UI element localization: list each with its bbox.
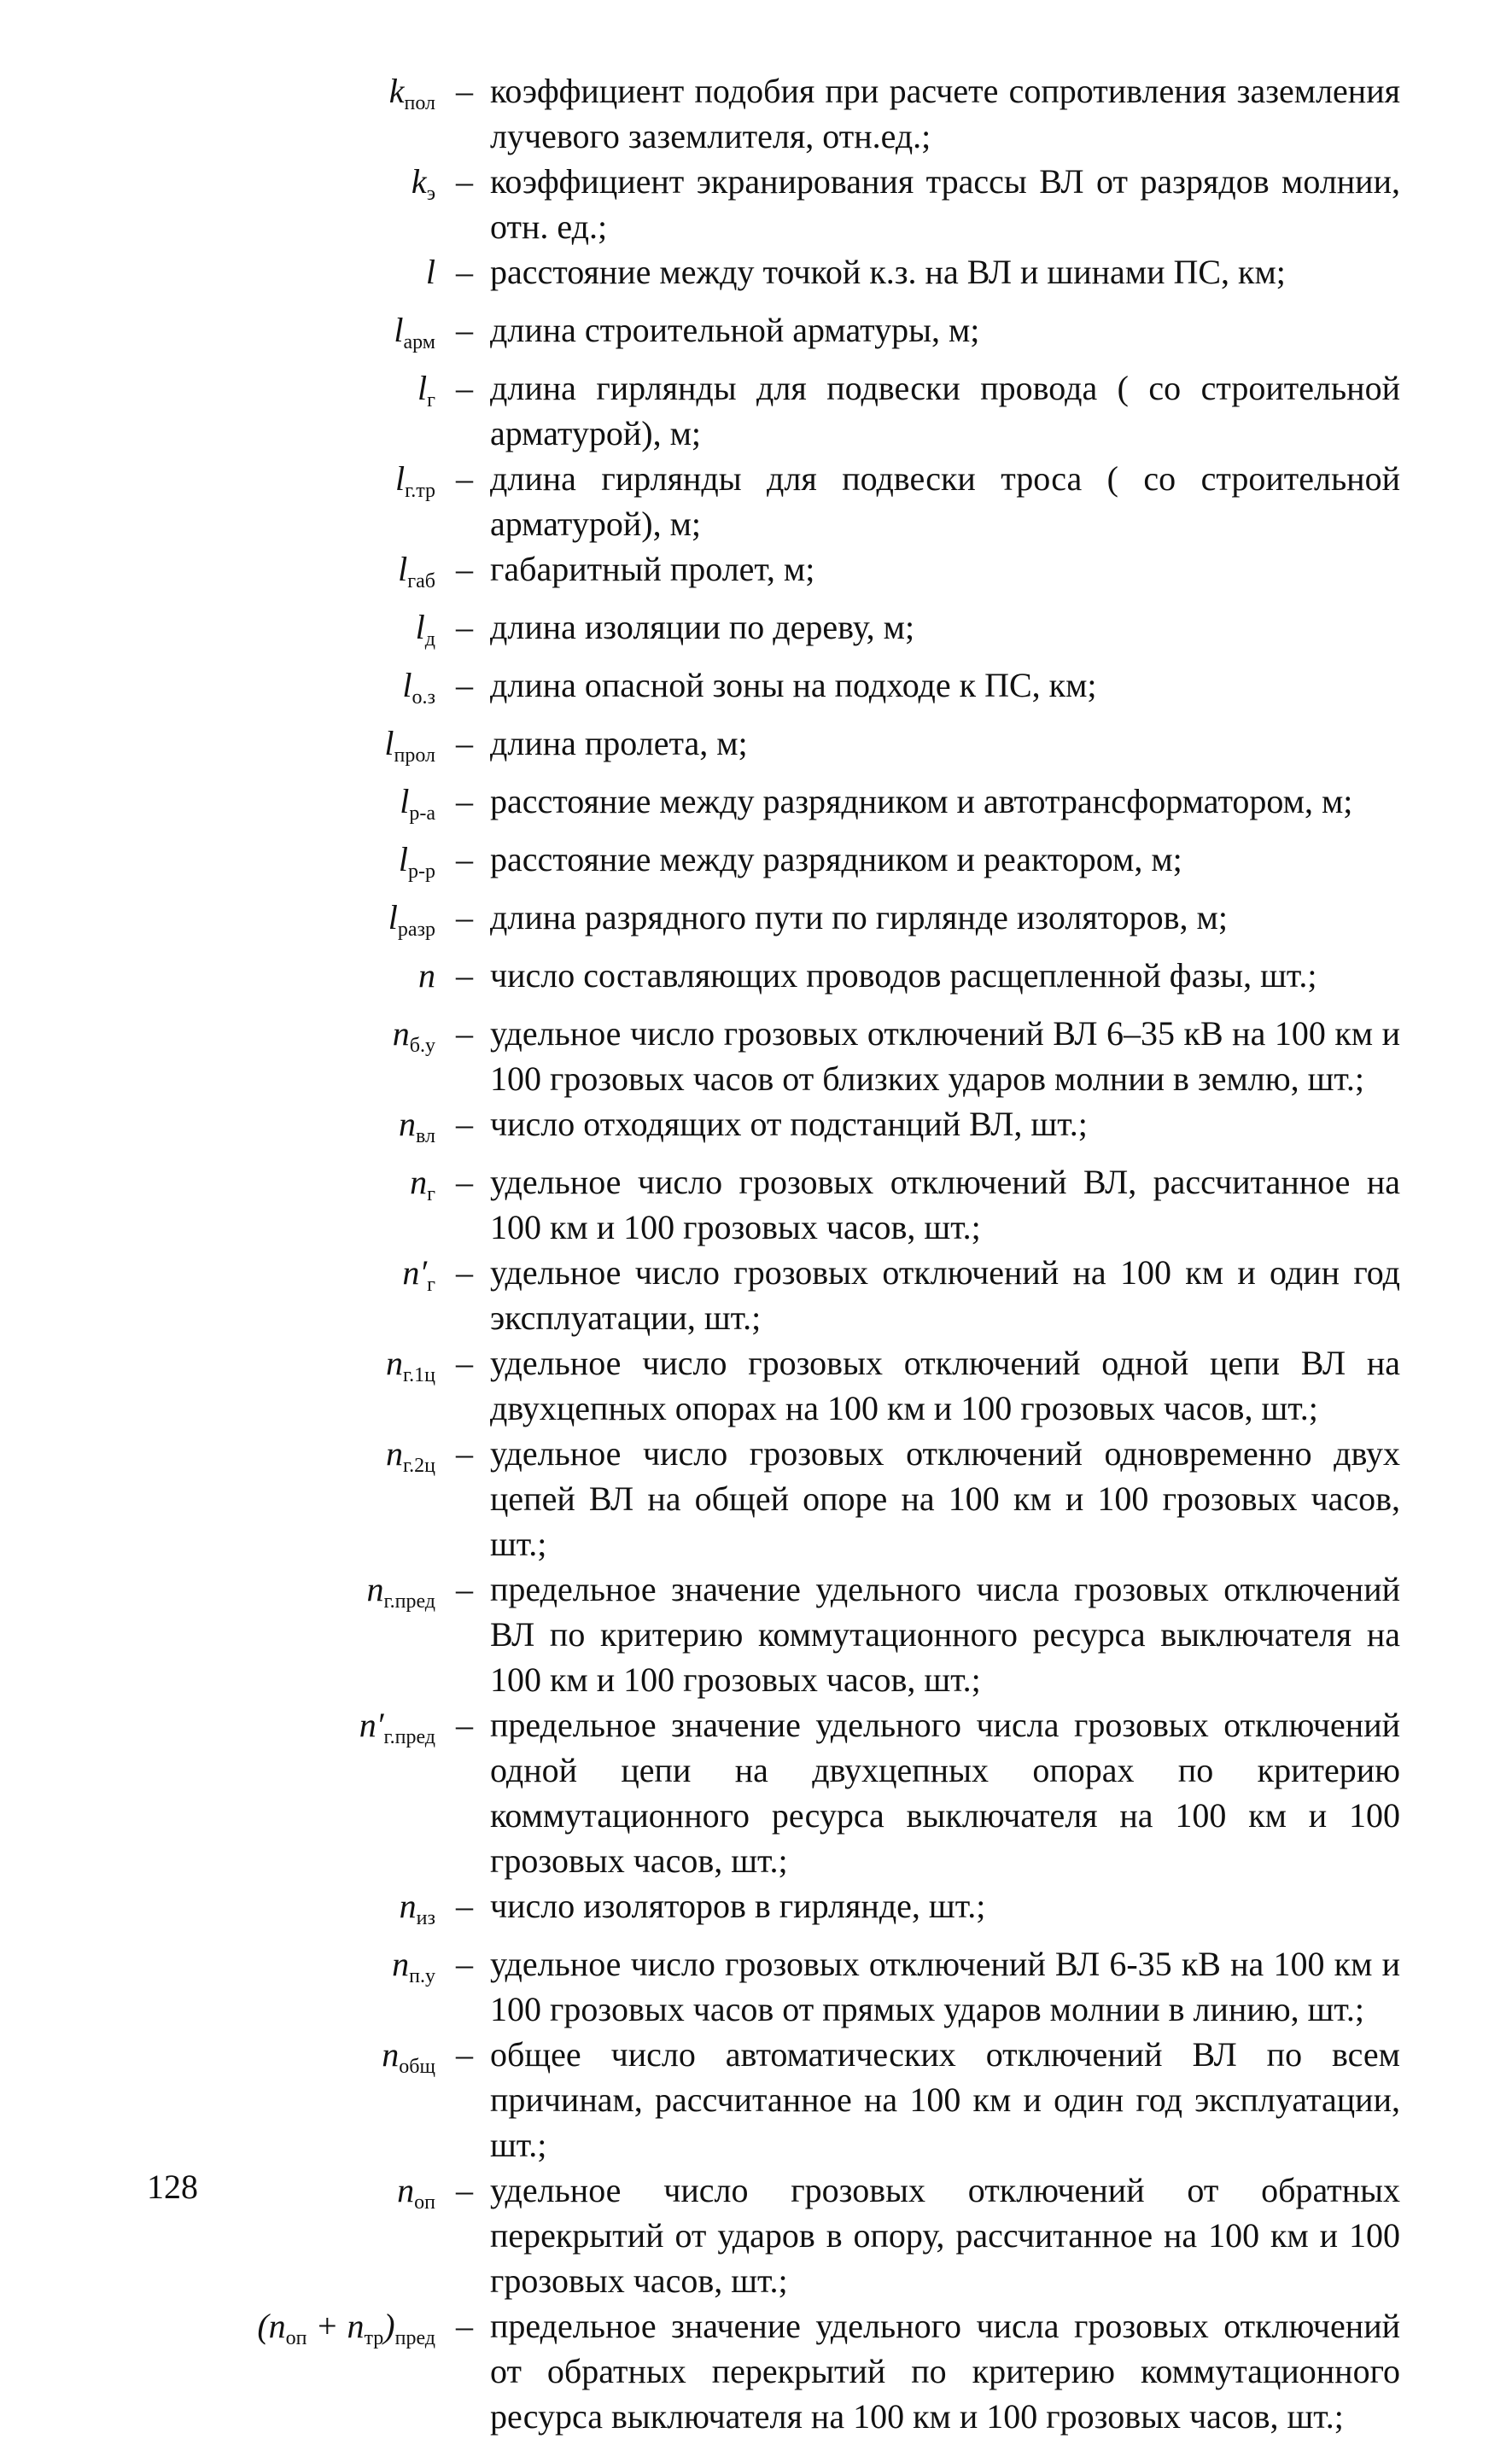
notation-entry: [171, 837, 1400, 895]
notation-dash: –: [456, 724, 473, 762]
notation-symbol: $n'_г$: [402, 1253, 435, 1296]
notation-dash: –: [456, 1105, 473, 1143]
notation-symbol: $l_{габ}$: [398, 550, 435, 592]
notation-dash: –: [456, 1253, 473, 1292]
notation-entry: [171, 546, 1400, 604]
notation-description: расстояние между разрядником и реактором, м;: [490, 840, 1182, 878]
notation-description: длина разрядного пути по гирлянде изоляторов, м;: [490, 898, 1228, 937]
notation-entry: [171, 1431, 1400, 1567]
notation-dash: –: [456, 253, 473, 291]
notation-entry: [171, 662, 1400, 721]
notation-dash: –: [456, 840, 473, 878]
notation-description: удельное число грозовых отключений ВЛ 6–35 кВ на 100 км и 100 грозовых часов от близких ударов молнии в землю, шт.;: [490, 1014, 1400, 1098]
notation-entry: [171, 604, 1400, 662]
notation-description: длина гирлянды для подвески провода ( со строительной арматурой), м;: [490, 369, 1400, 452]
notation-dash: –: [456, 1570, 473, 1608]
notation-entry: [171, 1567, 1400, 1702]
notation-symbol: $l_{р-а}$: [400, 782, 435, 825]
notation-dash: –: [456, 550, 473, 588]
notation-entry: [171, 159, 1400, 249]
notation-symbol: $l_{арм}$: [394, 311, 435, 353]
notation-entry: [171, 1702, 1400, 1883]
notation-description: расстояние между точкой к.з. на ВЛ и шинами ПС, км;: [490, 253, 1286, 291]
notation-dash: –: [456, 369, 473, 407]
notation-description: длина строительной арматуры, м;: [490, 311, 980, 349]
notation-symbol: l: [425, 253, 435, 291]
notation-dash: –: [456, 666, 473, 704]
notation-description: удельное число грозовых отключений одной цепи ВЛ на двухцепных опорах на 100 км и 100 грозовых часов, шт.;: [490, 1344, 1400, 1427]
notation-symbol: $(n_{оп} + n_{тр})_{пред}$: [257, 2307, 435, 2349]
notation-entry: [171, 2032, 1400, 2168]
notation-entry: [171, 1011, 1400, 1101]
notation-dash: –: [456, 1163, 473, 1201]
notation-entry: [171, 953, 1400, 1011]
notation-description: предельное значение удельного числа грозовых отключений ВЛ по критерию коммутационного ресурса выключателя на 100 км и 100 грозовых часов, шт.;: [490, 1570, 1400, 1699]
notation-description: удельное число грозовых отключений ВЛ 6-35 кВ на 100 км и 100 грозовых часов от прямых ударов молнии в линию, шт.;: [490, 1945, 1400, 2028]
notation-entry: [171, 68, 1400, 159]
notation-symbol: $n_{из}$: [399, 1887, 435, 1929]
notation-symbol: $l_{р-р}$: [398, 840, 435, 883]
notation-dash: –: [456, 162, 473, 201]
notation-dash: –: [456, 2171, 473, 2209]
notation-entry: [171, 456, 1400, 546]
notation-dash: –: [456, 1887, 473, 1925]
notation-description: габаритный пролет, м;: [490, 550, 815, 588]
notation-symbol: n: [418, 956, 435, 995]
notation-description: длина изоляции по дереву, м;: [490, 608, 915, 646]
notation-description: удельное число грозовых отключений ВЛ, рассчитанное на 100 км и 100 грозовых часов, шт.;: [490, 1163, 1400, 1246]
notation-dash: –: [456, 782, 473, 820]
notation-entry: [171, 1250, 1400, 1340]
notation-symbol: $l_{о.з}$: [402, 666, 435, 709]
notation-dash: –: [456, 1014, 473, 1053]
notation-symbol: $k_э$: [411, 162, 435, 205]
notation-dash: –: [456, 956, 473, 995]
notation-dash: –: [456, 1706, 473, 1744]
notation-entry: [171, 1101, 1400, 1159]
notation-entry: [171, 1159, 1400, 1250]
notation-description: удельное число грозовых отключений на 100 км и один год эксплуатации, шт.;: [490, 1253, 1400, 1337]
notation-entry: [171, 249, 1400, 307]
notation-symbol: $k_{пол}$: [388, 72, 435, 114]
notation-symbol: $l_{г.тр}$: [394, 459, 435, 502]
notation-symbol: $l_г$: [417, 369, 435, 411]
notation-symbol: $n_{вл}$: [399, 1105, 435, 1147]
notation-list: [171, 68, 1400, 2439]
notation-description: коэффициент экранирования трассы ВЛ от разрядов молнии, отн. ед.;: [490, 162, 1400, 246]
notation-description: длина гирлянды для подвески троса ( со строительной арматурой), м;: [490, 459, 1400, 543]
notation-entry: [171, 365, 1400, 456]
notation-entry: [171, 779, 1400, 837]
page-number: 128: [147, 2168, 198, 2206]
notation-description: удельное число грозовых отключений от обратных перекрытий от ударов в опору, рассчитанное на 100 км и 100 грозовых часов, шт.;: [490, 2171, 1400, 2300]
notation-symbol: $n_{п.у}$: [392, 1945, 435, 1987]
notation-symbol: $n_{г.2ц}$: [386, 1434, 435, 1477]
notation-entry: [171, 895, 1400, 953]
notation-symbol: $n_{г.пред}$: [366, 1570, 435, 1613]
notation-entry: [171, 2303, 1400, 2439]
notation-description: число отходящих от подстанций ВЛ, шт.;: [490, 1105, 1088, 1143]
notation-symbol: $n_{б.у}$: [392, 1014, 435, 1057]
notation-symbol: $n_г$: [410, 1163, 435, 1205]
notation-dash: –: [456, 608, 473, 646]
notation-entry: [171, 721, 1400, 779]
notation-entry: [171, 1883, 1400, 1941]
notation-description: число изоляторов в гирлянде, шт.;: [490, 1887, 986, 1925]
notation-description: предельное значение удельного числа грозовых отключений от обратных перекрытий по критерию коммутационного ресурса выключателя на 100 км и 100 грозовых часов, шт.;: [490, 2307, 1400, 2436]
notation-description: предельное значение удельного числа грозовых отключений одной цепи на двухцепных опорах по критерию коммутационного ресурса выключателя на 100 км и 100 грозовых часов, шт.;: [490, 1706, 1400, 1880]
notation-entry: [171, 1340, 1400, 1431]
notation-dash: –: [456, 2307, 473, 2345]
notation-dash: –: [456, 1344, 473, 1382]
notation-entry: [171, 307, 1400, 365]
notation-symbol: $n_{оп}$: [397, 2171, 435, 2214]
notation-symbol: $n'_{г.пред}$: [359, 1706, 435, 1748]
notation-description: коэффициент подобия при расчете сопротивления заземления лучевого заземлителя, отн.ед.;: [490, 72, 1400, 155]
notation-description: расстояние между разрядником и автотрансформатором, м;: [490, 782, 1353, 820]
notation-symbol: $l_{прол}$: [384, 724, 435, 767]
notation-symbol: $n_{г.1ц}$: [386, 1344, 435, 1386]
notation-dash: –: [456, 2035, 473, 2074]
notation-dash: –: [456, 898, 473, 937]
notation-dash: –: [456, 311, 473, 349]
notation-dash: –: [456, 459, 473, 498]
notation-dash: –: [456, 1434, 473, 1473]
notation-symbol: $l_д$: [415, 608, 435, 651]
notation-description: длина пролета, м;: [490, 724, 748, 762]
notation-description: длина опасной зоны на подходе к ПС, км;: [490, 666, 1097, 704]
notation-description: общее число автоматических отключений ВЛ по всем причинам, рассчитанное на 100 км и один год эксплуатации, шт.;: [490, 2035, 1400, 2164]
notation-symbol: $l_{разр}$: [388, 898, 435, 941]
notation-entry: [171, 1941, 1400, 2032]
notation-dash: –: [456, 1945, 473, 1983]
notation-description: удельное число грозовых отключений одновременно двух цепей ВЛ на общей опоре на 100 км и 100 грозовых часов, шт.;: [490, 1434, 1400, 1563]
notation-symbol: $n_{общ}$: [382, 2035, 435, 2078]
notation-dash: –: [456, 72, 473, 110]
notation-entry: [171, 2168, 1400, 2303]
notation-description: число составляющих проводов расщепленной фазы, шт.;: [490, 956, 1317, 995]
